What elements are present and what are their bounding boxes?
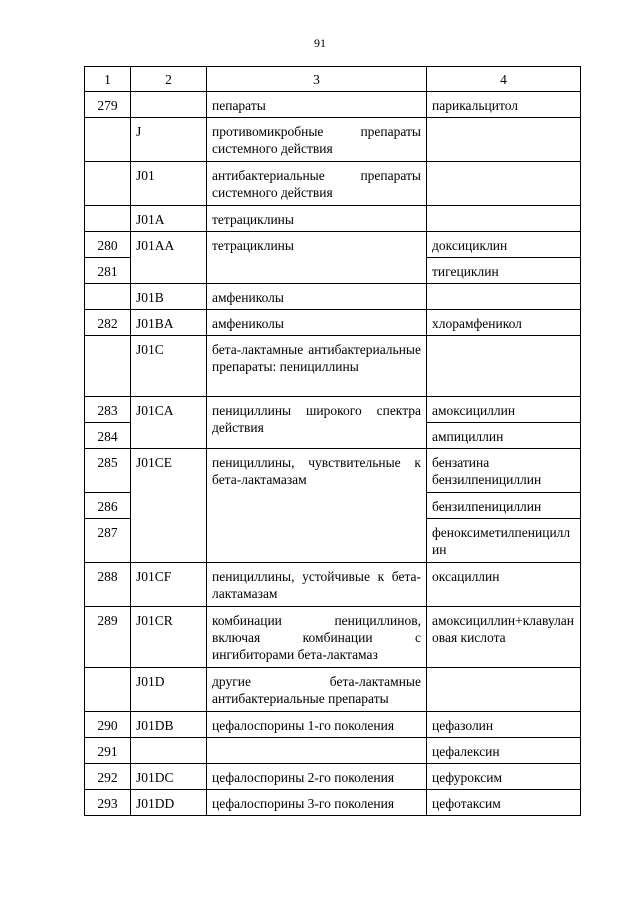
table-row [85,764,581,790]
atc-code: J01DB [131,712,207,738]
table-row [85,738,581,764]
atc-code [131,738,207,764]
drug-name: хлорамфеникол [427,310,581,336]
table-row [85,607,581,668]
table-row [85,397,581,423]
drug-name [427,336,581,397]
drug-name: цефуроксим [427,764,581,790]
table-row [85,206,581,232]
header-col-3: 3 [207,67,427,92]
group-name: пенициллины широкого спектра действия [207,397,427,449]
atc-code: J01BA [131,310,207,336]
drug-name: бензатина бензилпенициллин [427,449,581,493]
row-number: 286 [85,493,131,519]
drug-name [427,668,581,712]
table-row [85,668,581,712]
row-number: 285 [85,449,131,493]
row-number: 288 [85,563,131,607]
group-name: тетрациклины [207,206,427,232]
group-name: антибактериальные препараты системного действия [207,162,427,206]
drug-name: амоксициллин [427,397,581,423]
page-number: 91 [314,36,326,50]
row-number [85,162,131,206]
group-name: пенициллины, устойчивые к бета-лактамазам [207,563,427,607]
row-number: 283 [85,397,131,423]
table-row [85,563,581,607]
row-number [85,668,131,712]
group-name: пепараты [207,92,427,118]
group-name: пенициллины, чувствительные к бета-лактамазам [207,449,427,563]
header-row [85,67,581,92]
table-row [85,232,581,258]
row-number: 293 [85,790,131,816]
table-row [85,310,581,336]
table-row [85,284,581,310]
drug-name: цефалексин [427,738,581,764]
drug-name: парикальцитол [427,92,581,118]
drug-name: амоксициллин+клавулановая кислота [427,607,581,668]
row-number: 282 [85,310,131,336]
atc-code: J01CE [131,449,207,563]
header-col-1: 1 [85,67,131,92]
atc-code: J01A [131,206,207,232]
row-number: 290 [85,712,131,738]
header-col-2: 2 [131,67,207,92]
group-name: амфениколы [207,284,427,310]
atc-code: J01CR [131,607,207,668]
table-row [85,162,581,206]
atc-code: J01CF [131,563,207,607]
row-number [85,336,131,397]
drug-name [427,206,581,232]
drug-name: бензилпенициллин [427,493,581,519]
row-number: 291 [85,738,131,764]
table-row [85,92,581,118]
group-name: другие бета-лактамные антибактериальные препараты [207,668,427,712]
table-row [85,336,581,397]
group-name: цефалоспорины 2-го поколения [207,764,427,790]
atc-code: J01CA [131,397,207,449]
header-col-4: 4 [427,67,581,92]
group-name: цефалоспорины 3-го поколения [207,790,427,816]
row-number: 287 [85,519,131,563]
group-name: амфениколы [207,310,427,336]
row-number [85,206,131,232]
drug-name [427,284,581,310]
drug-name [427,118,581,162]
atc-code: J01D [131,668,207,712]
group-name: бета-лактамные антибактериальные препараты: пенициллины [207,336,427,397]
table-row [85,712,581,738]
drug-name [427,162,581,206]
atc-code: J01 [131,162,207,206]
row-number [85,284,131,310]
drug-name: оксациллин [427,563,581,607]
group-name [207,738,427,764]
row-number [85,118,131,162]
drug-name: ампициллин [427,423,581,449]
table-row [85,790,581,816]
drug-classification-table [84,66,581,816]
drug-name: цефазолин [427,712,581,738]
atc-code [131,92,207,118]
drug-name: тигециклин [427,258,581,284]
drug-name: доксициклин [427,232,581,258]
drug-name: феноксиметилпенициллин [427,519,581,563]
group-name: комбинации пенициллинов, включая комбинации с ингибиторами бета-лактамаз [207,607,427,668]
table-row [85,118,581,162]
group-name: противомикробные препараты системного действия [207,118,427,162]
atc-code: J [131,118,207,162]
atc-code: J01DD [131,790,207,816]
atc-code: J01B [131,284,207,310]
group-name: тетрациклины [207,232,427,284]
atc-code: J01DC [131,764,207,790]
row-number: 289 [85,607,131,668]
group-name: цефалоспорины 1-го поколения [207,712,427,738]
row-number: 284 [85,423,131,449]
table-row [85,449,581,493]
row-number: 280 [85,232,131,258]
row-number: 292 [85,764,131,790]
atc-code: J01AA [131,232,207,284]
row-number: 279 [85,92,131,118]
drug-name: цефотаксим [427,790,581,816]
row-number: 281 [85,258,131,284]
atc-code: J01C [131,336,207,397]
